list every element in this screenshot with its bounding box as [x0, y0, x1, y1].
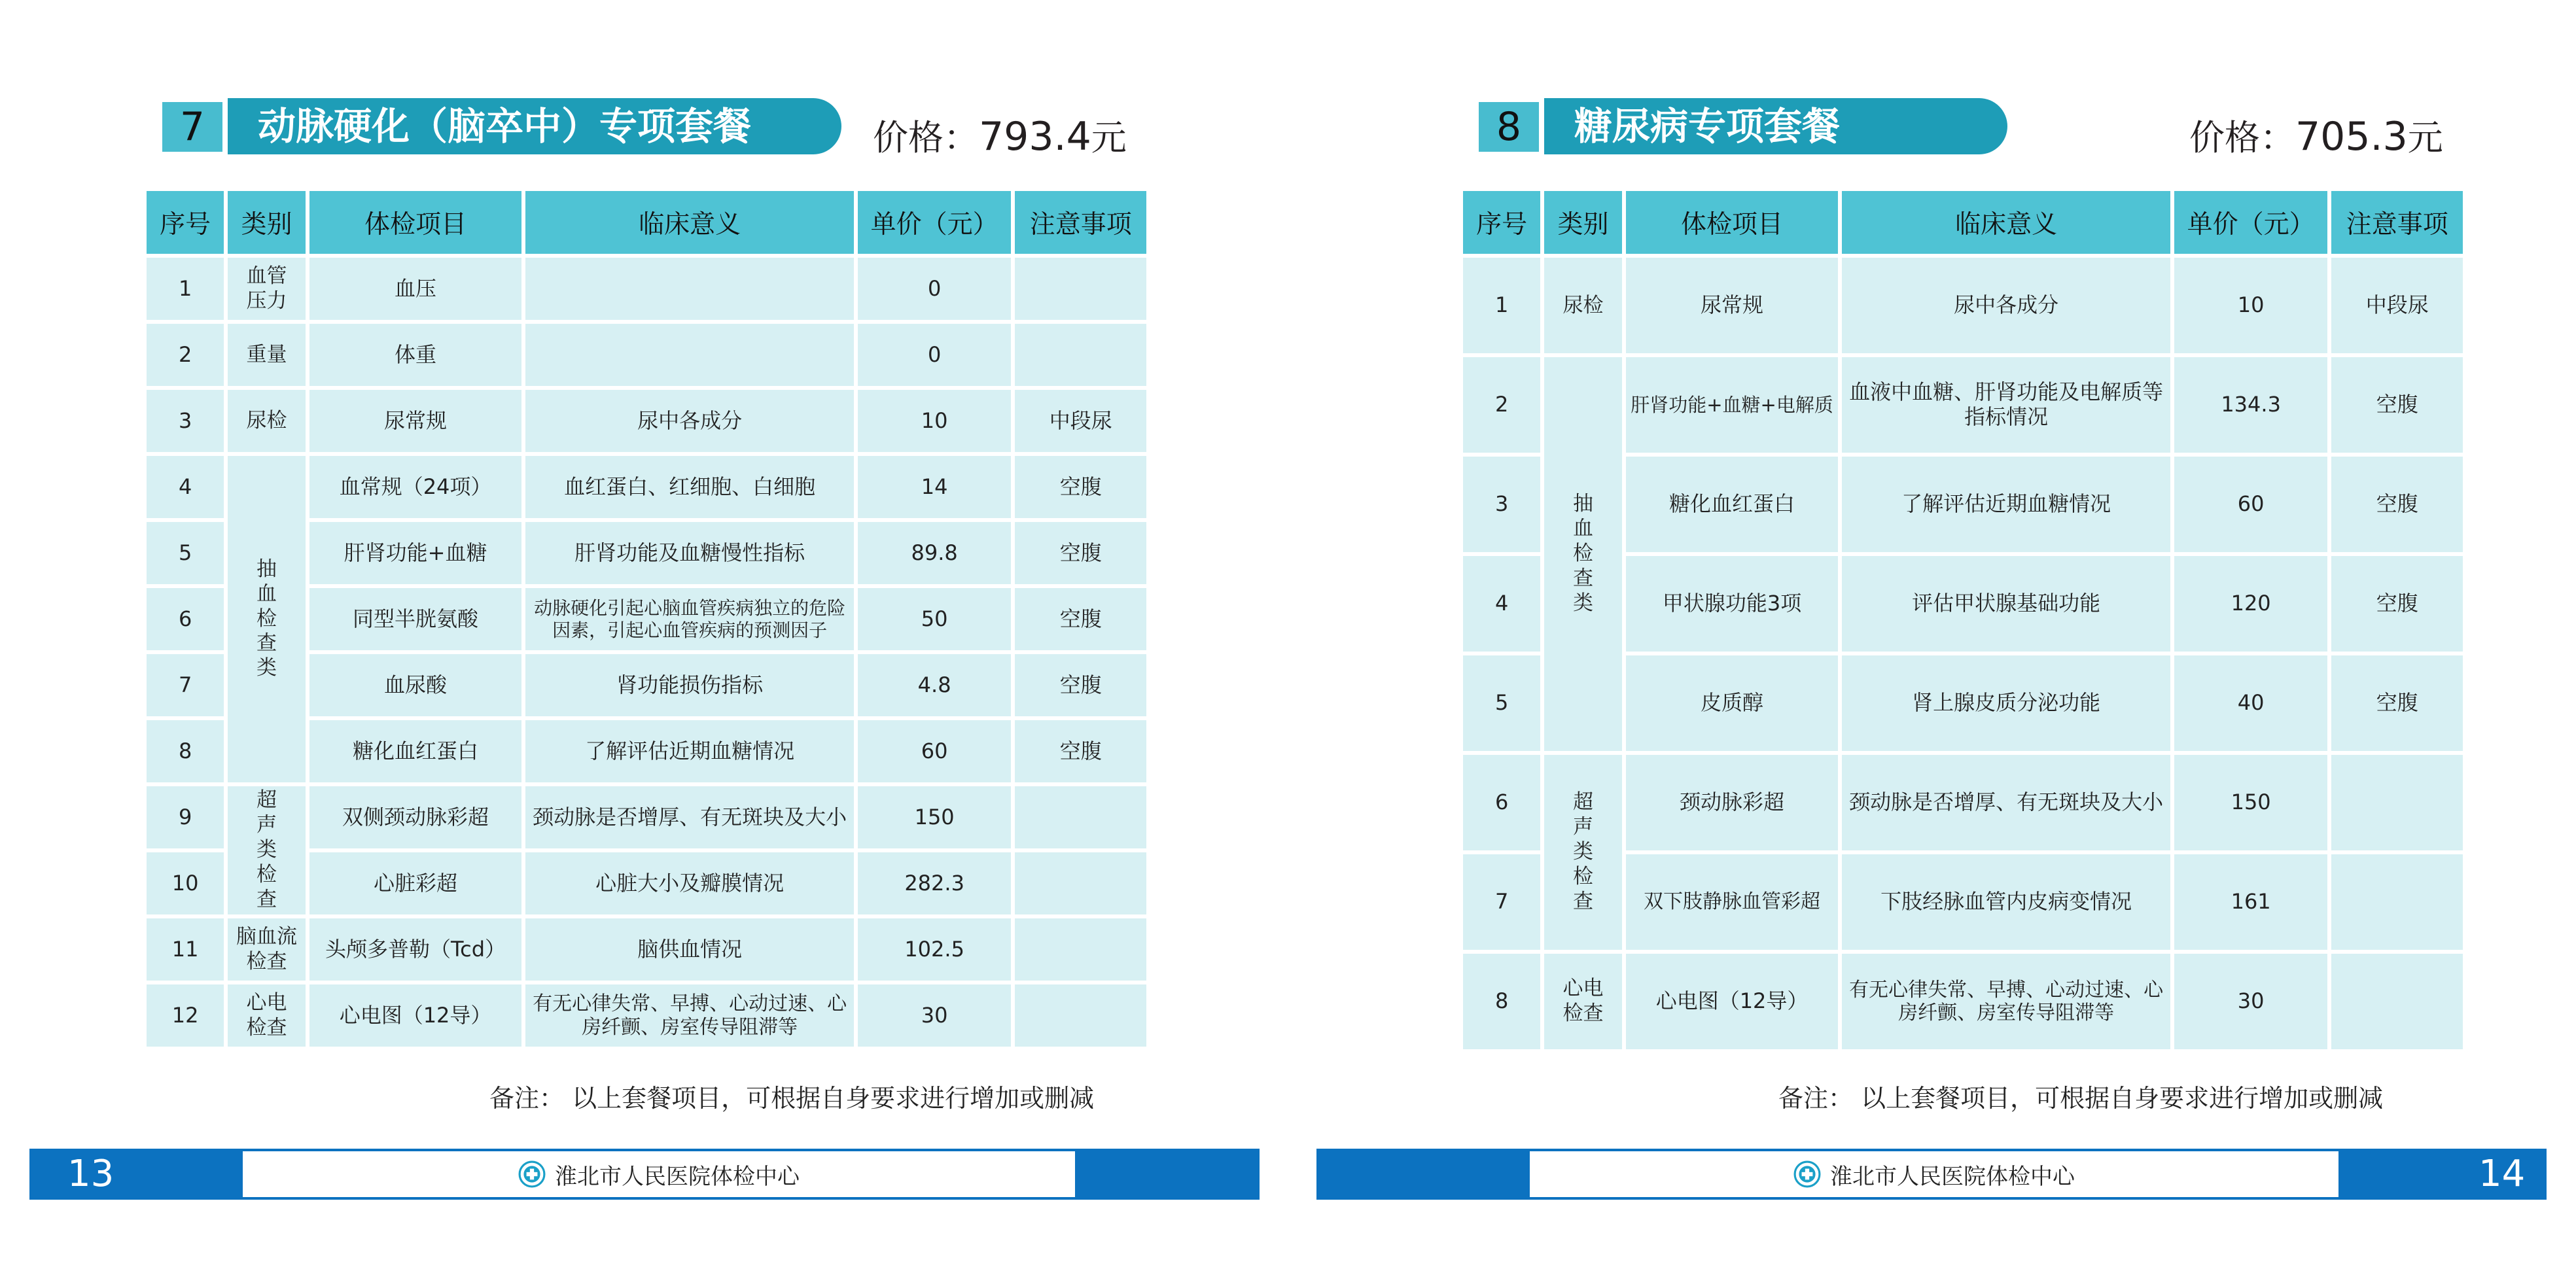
table-row [1463, 357, 2463, 453]
table-row [147, 456, 1146, 518]
cell-price: 10 [858, 390, 1012, 452]
cell-meaning: 肝肾功能及血糖慢性指标 [525, 522, 853, 584]
cell-note [1015, 852, 1146, 914]
cell-note [1015, 258, 1146, 320]
cell-meaning: 有无心律失常、早搏、心动过速、心房纤颤、房室传导阻滞等 [525, 984, 853, 1047]
cell-category [228, 786, 305, 914]
cell-meaning: 脑供血情况 [525, 918, 853, 981]
cell-item: 双下肢静脉血管彩超 [1626, 854, 1839, 950]
category-label: 脑血流检查 [236, 924, 297, 973]
cell-no: 1 [1463, 258, 1540, 353]
cell-price: 60 [858, 720, 1012, 782]
cell-item: 皮质醇 [1626, 655, 1839, 751]
table-row [1463, 755, 2463, 850]
cell-category [1544, 954, 1621, 1049]
price-value: 705.3 [2295, 114, 2408, 160]
cell-meaning: 血液中血糖、肝肾功能及电解质等指标情况 [1842, 357, 2170, 453]
page-number: 13 [67, 1153, 115, 1195]
price-value: 793.4 [979, 114, 1091, 160]
footer-block-right [1075, 1149, 1260, 1200]
cell-note [1015, 918, 1146, 981]
footer-label [243, 1149, 1075, 1200]
cell-item: 颈动脉彩超 [1626, 755, 1839, 850]
package-number: 7 [162, 102, 222, 152]
remark-text: 备注： 以上套餐项目，可根据自身要求进行增加或删减 [1778, 1084, 2384, 1113]
cell-item: 同型半胱氨酸 [309, 588, 522, 650]
cell-note: 空腹 [1015, 588, 1146, 650]
cell-note [1015, 324, 1146, 386]
cell-item: 肝肾功能+血糖+电解质 [1626, 357, 1839, 453]
header-item: 体检项目 [309, 191, 522, 254]
category-label: 超声类检查 [1572, 790, 1593, 913]
header-meaning: 临床意义 [525, 191, 853, 254]
cell-no: 2 [1463, 357, 1540, 453]
cell-item: 甲状腺功能3项 [1626, 556, 1839, 652]
cell-no: 10 [147, 852, 224, 914]
footer-hospital-name: 淮北市人民医院体检中心 [555, 1163, 800, 1190]
header-item: 体检项目 [1626, 191, 1839, 254]
cell-meaning: 颈动脉是否增厚、有无斑块及大小 [1842, 755, 2170, 850]
cell-category [228, 456, 305, 782]
price-label: 价格： [2189, 117, 2295, 158]
cell-item: 糖化血红蛋白 [1626, 457, 1839, 552]
cell-note: 空腹 [1015, 522, 1146, 584]
cell-meaning: 颈动脉是否增厚、有无斑块及大小 [525, 786, 853, 848]
cell-price: 102.5 [858, 918, 1012, 981]
cell-no: 4 [1463, 556, 1540, 652]
cell-note [1015, 786, 1146, 848]
cell-note [2331, 854, 2463, 950]
cell-no: 9 [147, 786, 224, 848]
cell-no: 5 [147, 522, 224, 584]
cell-note: 空腹 [2331, 457, 2463, 552]
table-header-row [147, 191, 1146, 254]
cell-item: 尿常规 [309, 390, 522, 452]
cell-item: 心电图（12导） [1626, 954, 1839, 1049]
cell-price: 89.8 [858, 522, 1012, 584]
cell-no: 8 [147, 720, 224, 782]
cell-no: 11 [147, 918, 224, 981]
footer-block-left [29, 1149, 243, 1200]
cell-meaning: 肾上腺皮质分泌功能 [1842, 655, 2170, 751]
header-price: 单价（元） [2174, 191, 2328, 254]
cell-category [1544, 755, 1621, 950]
cell-note: 空腹 [1015, 456, 1146, 518]
cell-meaning: 尿中各成分 [525, 390, 853, 452]
cell-no: 6 [147, 588, 224, 650]
cell-price: 0 [858, 324, 1012, 386]
package-table [1459, 187, 2467, 1053]
package-price [2189, 110, 2443, 160]
cell-item: 双侧颈动脉彩超 [309, 786, 522, 848]
cell-price: 161 [2174, 854, 2328, 950]
cell-no: 6 [1463, 755, 1540, 850]
cell-item: 头颅多普勒（Tcd） [309, 918, 522, 981]
cell-meaning: 了解评估近期血糖情况 [525, 720, 853, 782]
cell-meaning: 有无心律失常、早搏、心动过速、心房纤颤、房室传导阻滞等 [1842, 954, 2170, 1049]
header-note: 注意事项 [1015, 191, 1146, 254]
cell-note: 空腹 [2331, 655, 2463, 751]
cell-price: 4.8 [858, 654, 1012, 716]
cell-item: 血常规（24项） [309, 456, 522, 518]
cell-no: 7 [1463, 854, 1540, 950]
category-label: 血管压力 [246, 264, 287, 313]
package-price [873, 110, 1127, 160]
cell-price: 120 [2174, 556, 2328, 652]
cell-price: 10 [2174, 258, 2328, 353]
cell-price: 282.3 [858, 852, 1012, 914]
footer-bar [29, 1149, 1260, 1200]
package-number: 8 [1479, 102, 1539, 152]
footer-hospital-name: 淮北市人民医院体检中心 [1830, 1163, 2075, 1190]
hospital-logo-icon [518, 1160, 546, 1188]
table-header-row [1463, 191, 2463, 254]
cell-meaning [525, 258, 853, 320]
header-category: 类别 [1544, 191, 1621, 254]
cell-item: 体重 [309, 324, 522, 386]
package-table [143, 187, 1150, 1051]
cell-category: 重量 [228, 324, 305, 386]
footer-bar [1316, 1149, 2547, 1200]
category-label: 心电检查 [1562, 977, 1604, 1025]
cell-meaning: 血红蛋白、红细胞、白细胞 [525, 456, 853, 518]
cell-no: 2 [147, 324, 224, 386]
header-meaning: 临床意义 [1842, 191, 2170, 254]
cell-item: 血尿酸 [309, 654, 522, 716]
table-row [1463, 258, 2463, 353]
price-unit: 元 [1091, 117, 1127, 158]
cell-category [1544, 357, 1621, 751]
cell-meaning: 动脉硬化引起心脑血管疾病独立的危险因素，引起心血管疾病的预测因子 [525, 588, 853, 650]
category-label: 抽血检查类 [256, 557, 277, 680]
table-row [147, 324, 1146, 386]
header-note: 注意事项 [2331, 191, 2463, 254]
cell-category [228, 258, 305, 320]
package-title: 糖尿病专项套餐 [1544, 98, 2007, 154]
table-row [147, 918, 1146, 981]
cell-meaning: 评估甲状腺基础功能 [1842, 556, 2170, 652]
cell-price: 134.3 [2174, 357, 2328, 453]
cell-no: 12 [147, 984, 224, 1047]
cell-no: 1 [147, 258, 224, 320]
cell-meaning: 下肢经脉血管内皮病变情况 [1842, 854, 2170, 950]
cell-no: 4 [147, 456, 224, 518]
cell-item: 心电图（12导） [309, 984, 522, 1047]
footer-block-left [1316, 1149, 1530, 1200]
cell-note: 空腹 [2331, 556, 2463, 652]
table-row [147, 984, 1146, 1047]
table-row [147, 786, 1146, 848]
cell-price: 40 [2174, 655, 2328, 751]
header-no: 序号 [147, 191, 224, 254]
cell-meaning: 了解评估近期血糖情况 [1842, 457, 2170, 552]
cell-category [228, 918, 305, 981]
header-price: 单价（元） [858, 191, 1012, 254]
cell-category: 尿检 [1544, 258, 1621, 353]
category-label: 心电检查 [246, 990, 287, 1039]
package-title-row [1479, 98, 2443, 160]
cell-note [2331, 954, 2463, 1049]
category-label: 超声类检查 [256, 788, 277, 911]
cell-price: 14 [858, 456, 1012, 518]
table-row [1463, 954, 2463, 1049]
cell-price: 60 [2174, 457, 2328, 552]
hospital-logo-icon [1793, 1160, 1821, 1188]
cell-note [2331, 755, 2463, 850]
cell-item: 糖化血红蛋白 [309, 720, 522, 782]
page-14 [1316, 0, 2576, 1288]
package-title: 动脉硬化（脑卒中）专项套餐 [228, 98, 841, 154]
cell-meaning [525, 324, 853, 386]
cell-price: 50 [858, 588, 1012, 650]
cell-item: 肝肾功能+血糖 [309, 522, 522, 584]
footer-label [1530, 1149, 2338, 1200]
cell-price: 30 [858, 984, 1012, 1047]
price-label: 价格： [873, 117, 979, 158]
cell-note: 中段尿 [2331, 258, 2463, 353]
cell-meaning: 尿中各成分 [1842, 258, 2170, 353]
cell-item: 血压 [309, 258, 522, 320]
cell-no: 5 [1463, 655, 1540, 751]
cell-item: 尿常规 [1626, 258, 1839, 353]
header-category: 类别 [228, 191, 305, 254]
page-number: 14 [2479, 1153, 2526, 1195]
cell-note: 空腹 [1015, 654, 1146, 716]
cell-note: 空腹 [1015, 720, 1146, 782]
cell-price: 0 [858, 258, 1012, 320]
cell-no: 8 [1463, 954, 1540, 1049]
cell-no: 3 [1463, 457, 1540, 552]
header-no: 序号 [1463, 191, 1540, 254]
package-title-row [162, 98, 1127, 160]
cell-price: 30 [2174, 954, 2328, 1049]
table-row [147, 390, 1146, 452]
cell-note [1015, 984, 1146, 1047]
cell-price: 150 [2174, 755, 2328, 850]
cell-meaning: 心脏大小及瓣膜情况 [525, 852, 853, 914]
cell-item: 心脏彩超 [309, 852, 522, 914]
cell-note: 空腹 [2331, 357, 2463, 453]
table-row [147, 258, 1146, 320]
remark-text: 备注： 以上套餐项目，可根据自身要求进行增加或删减 [489, 1084, 1095, 1113]
cell-category [228, 984, 305, 1047]
cell-meaning: 肾功能损伤指标 [525, 654, 853, 716]
price-unit: 元 [2407, 117, 2443, 158]
category-label: 抽血检查类 [1572, 492, 1593, 615]
cell-no: 7 [147, 654, 224, 716]
cell-no: 3 [147, 390, 224, 452]
cell-note: 中段尿 [1015, 390, 1146, 452]
cell-category: 尿检 [228, 390, 305, 452]
cell-price: 150 [858, 786, 1012, 848]
